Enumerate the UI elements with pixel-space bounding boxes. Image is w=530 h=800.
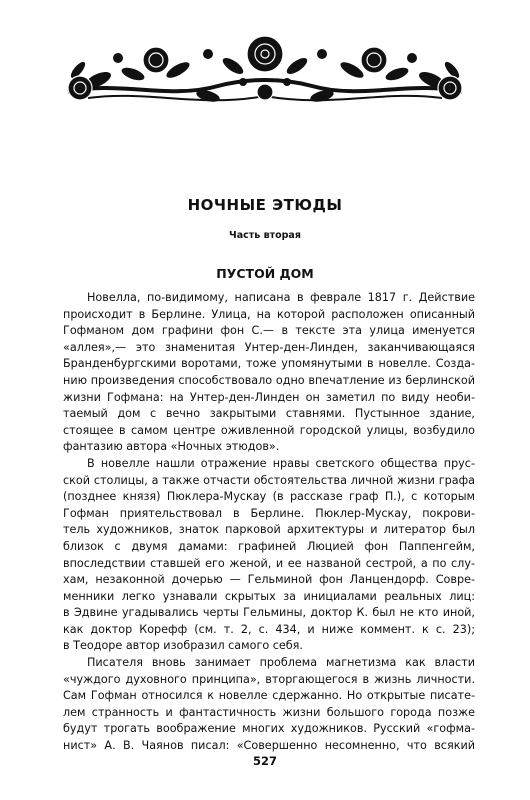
text-line: стоящее в самом центре оживленной городской улицы, возбудило	[63, 423, 475, 437]
text-line: лем странность и фантастичность жизни большого города позже	[63, 705, 475, 719]
body-text	[63, 290, 475, 755]
text-line: в Теодоре автор изобразил самого себя.	[63, 639, 303, 653]
text-line: таемый дом с вечно закрытыми ставнями. Пустынное здание,	[63, 407, 475, 421]
text-line: хам, незаконной дочерью — Гельминой фон Ланцендорф. Совре-	[63, 573, 475, 587]
text-line: ской столицы, а также отчасти обстоятельства личной жизни графа	[63, 473, 475, 487]
text-line: в Эдвине угадывались черты Гельмины, доктор К. был не кто иной,	[63, 606, 475, 620]
chapter-heading: ПУСТОЙ ДОМ	[216, 266, 314, 281]
text-line: фантазию автора «Ночных этюдов».	[63, 440, 280, 454]
section-title: НОЧНЫЕ ЭТЮДЫ	[187, 196, 343, 214]
text-line: Сам Гофман относился к новелле сдержанно. Но открытые писате-	[63, 689, 475, 703]
text-line: нию произведения способствовало одно впечатление из берлинской	[63, 373, 475, 387]
text-line: Писателя вновь занимает проблема магнетизма как власти	[87, 656, 475, 670]
text-line: будут трогать воображение многих художников. Русский «гофма-	[63, 722, 475, 736]
text-line: как доктор Корефф (см. т. 2, с. 434, и ниже коммент. к с. 23);	[63, 622, 475, 636]
text-line: происходит в Берлине. Улица, на которой расположен описанный	[63, 307, 475, 321]
text-line: менники легко узнавали скрытых за инициалами реальных лиц:	[63, 589, 475, 603]
text-line: впоследствии ставшей его женой, и ее названой сестрой, а по слу-	[63, 556, 475, 570]
text-line: тель художников, знаток парковой архитектуры и литератор был	[63, 523, 475, 537]
section-subtitle: Часть вторая	[229, 230, 301, 241]
text-line: Бранденбургскими воротами, тоже упомянутыми в новелле. Созда-	[63, 357, 475, 371]
text-line: «чуждого духовного принципа», вторгающегося в жизнь личности.	[63, 672, 475, 686]
text-line: В новелле нашли отражение нравы светского общества прус-	[87, 456, 475, 470]
text-line: «аллея»,— это знаменитая Унтер-ден-Линден, заканчивающаяся	[63, 340, 475, 354]
text-line: нист» А. В. Чаянов писал: «Совершенно несомненно, что всякий	[63, 739, 475, 753]
text-line: Гофман приятельствовал в Берлине. Пюклер-Мускау, покрови-	[63, 506, 475, 520]
text-line: Новелла, по-видимому, написана в феврале 1817 г. Действие	[87, 291, 475, 304]
page-number: 527	[252, 754, 277, 768]
floral-ornament-header	[58, 30, 472, 108]
text-line: близок с двумя дамами: графиней Люцией фон Паппенгейм,	[63, 539, 475, 553]
text-line: (позднее князя) Пюклера-Мускау (в рассказе граф П.), с которым	[63, 490, 475, 504]
text-line: жизни Гофмана: на Унтер-ден-Линден он заметил по виду необи-	[63, 390, 475, 404]
text-line: Гофманом дом графини фон С.— в тексте эта улица именуется	[63, 324, 475, 338]
